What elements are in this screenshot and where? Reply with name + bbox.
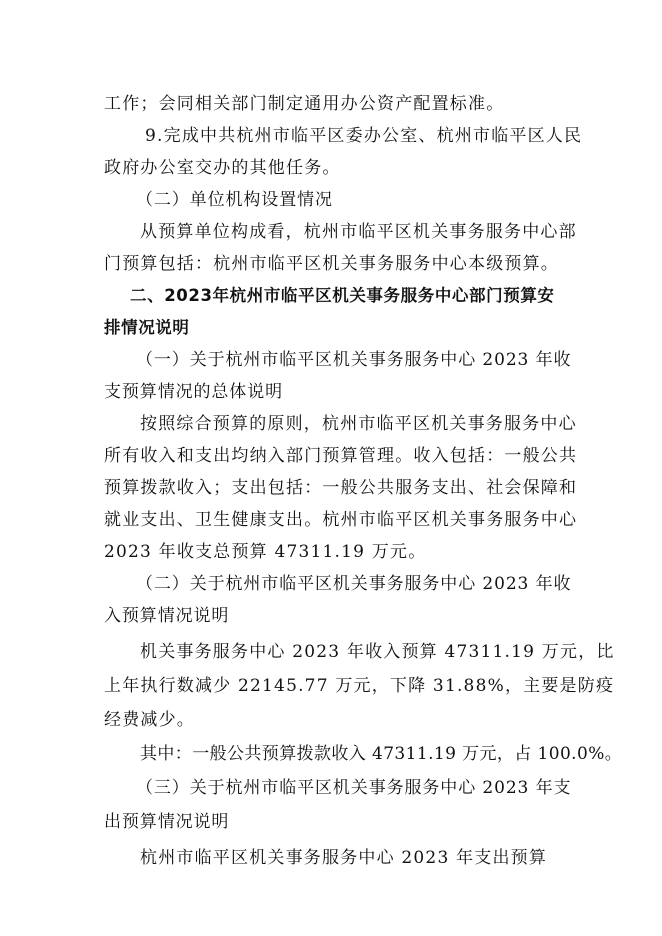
body-line: 按照综合预算的原则，杭州市临平区机关事务服务中心: [140, 414, 577, 434]
body-line: 其中：一般公共预算拨款收入 47311.19 万元，占 100.0%。: [140, 744, 623, 764]
body-line: 上年执行数减少 22145.77 万元，下降 31.88%，主要是防疫: [104, 676, 615, 696]
subsection-heading: （一）关于杭州市临平区机关事务服务中心 2023 年收: [136, 350, 572, 370]
subsection-heading: 出预算情况说明: [104, 812, 230, 832]
subsection-heading: （二）关于杭州市临平区机关事务服务中心 2023 年收: [136, 574, 572, 594]
body-line: 就业支出、卫生健康支出。杭州市临平区机关事务服务中心: [104, 510, 578, 530]
subsection-heading: （二）单位机构设置情况: [136, 190, 333, 210]
body-line: 杭州市临平区机关事务服务中心 2023 年支出预算: [140, 848, 548, 868]
body-line: 工作；会同相关部门制定通用办公资产配置标准。: [104, 94, 505, 114]
list-item-9: 9.完成中共杭州市临平区委办公室、杭州市临平区人民: [145, 126, 583, 146]
subsection-heading: （三）关于杭州市临平区机关事务服务中心 2023 年支: [136, 778, 572, 798]
body-line: 门预算包括：杭州市临平区机关事务服务中心本级预算。: [104, 254, 559, 274]
section-heading: 排情况说明: [104, 318, 190, 337]
body-line: 机关事务服务中心 2023 年收入预算 47311.19 万元，比: [140, 642, 615, 662]
body-line: 经费减少。: [104, 710, 195, 730]
body-line: 所有收入和支出均纳入部门预算管理。收入包括：一般公共: [104, 446, 578, 466]
body-line: 政府办公室交办的其他任务。: [104, 158, 341, 178]
section-heading: 二、2023年杭州市临平区机关事务服务中心部门预算安: [130, 286, 555, 305]
subsection-heading: 支预算情况的总体说明: [104, 382, 283, 402]
body-line: 从预算单位构成看，杭州市临平区机关事务服务中心部: [140, 222, 577, 242]
body-line: 预算拨款收入；支出包括：一般公共服务支出、社会保障和: [104, 478, 578, 498]
subsection-heading: 入预算情况说明: [104, 606, 230, 626]
body-line: 2023 年收支总预算 47311.19 万元。: [104, 542, 427, 562]
